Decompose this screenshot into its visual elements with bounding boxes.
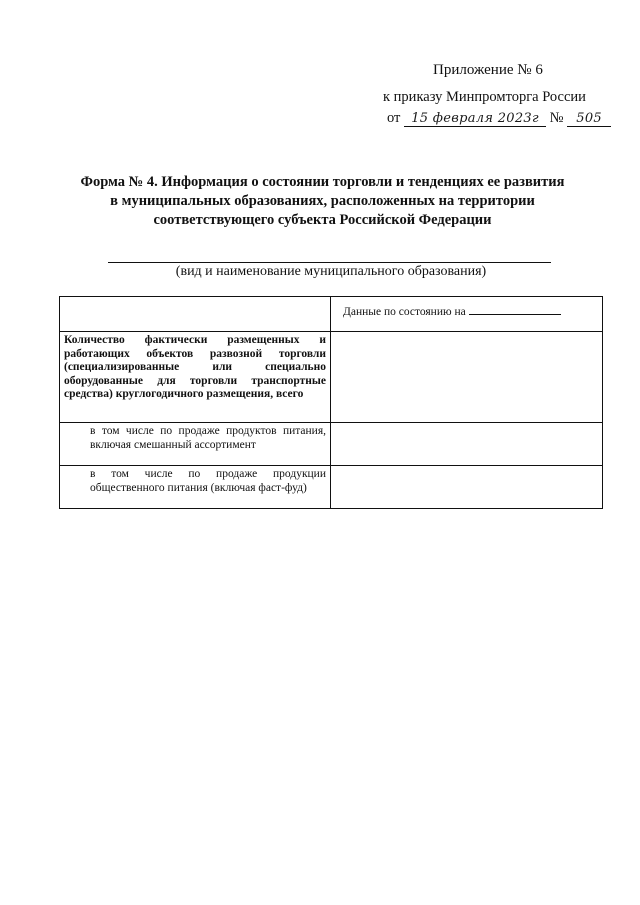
- date-prefix: от: [387, 110, 401, 126]
- table-row: [60, 423, 603, 466]
- data-table: [59, 296, 603, 509]
- form-title-line-2: в муниципальных образованиях, расположенных на территории: [110, 193, 535, 209]
- header-date-label: Данные по состоянию на: [343, 306, 466, 318]
- form-title-line-3: соответствующего субъекта Российской Федерации: [153, 212, 492, 228]
- municipality-blank-line[interactable]: [108, 262, 551, 263]
- row-value-total[interactable]: [331, 332, 603, 423]
- table-row: [60, 332, 603, 423]
- table-row: [60, 466, 603, 509]
- row-value-food-products[interactable]: [331, 423, 603, 466]
- handwritten-date: 15 февраля 2023г: [404, 111, 546, 127]
- municipality-caption: (вид и наименование муниципального образования): [175, 264, 487, 279]
- appendix-number: Приложение № 6: [433, 62, 543, 78]
- handwritten-number: 505: [567, 111, 611, 127]
- header-date-cell: [331, 297, 603, 332]
- header-empty-cell: [60, 297, 331, 332]
- row-value-catering[interactable]: [331, 466, 603, 509]
- table-header-row: [60, 297, 603, 332]
- form-title: [60, 173, 585, 230]
- order-reference: к приказу Минпромторга России: [383, 89, 586, 105]
- row-label-catering: в том числе по продаже продукции общественного питания (включая фаст-фуд): [60, 466, 331, 509]
- row-label-food-products: в том числе по продаже продуктов питания, включая смешанный ассортимент: [60, 423, 331, 466]
- date-blank-field[interactable]: [469, 314, 561, 315]
- order-date-line: [387, 110, 611, 127]
- form-title-line-1: Форма № 4. Информация о состоянии торговли и тенденциях ее развития: [80, 174, 565, 190]
- row-label-total: Количество фактически размещенных и работающих объектов развозной торговли (специализированные или специально оборудованные для торговли транспортные средства) круглогодичного размещения, всего: [60, 332, 331, 423]
- number-prefix: №: [549, 110, 564, 126]
